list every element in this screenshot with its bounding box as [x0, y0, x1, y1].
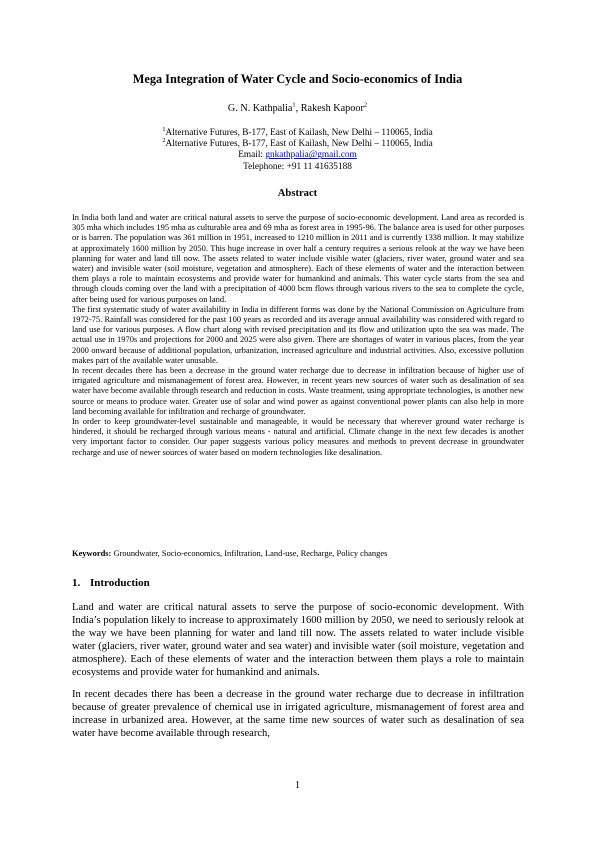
- abstract-paragraph: In recent decades there has been a decrease in the ground water recharge due to decrease in infiltration because of higher use of irrigated agriculture and mismanagement of forest area. However, in recent years new sources of water such as desalination of sea water have become available through research and reduction in costs. Waste treatment, using appropriate technologies, is another new source or means to produce water. Greater use of solar and wind power as against conventional power plants can also help in more land becoming available for infiltration and recharge of groundwater.: [72, 365, 524, 416]
- keywords-label: Keywords:: [72, 548, 112, 558]
- keywords-line: [72, 548, 524, 558]
- section-title: Introduction: [90, 577, 150, 589]
- section-number: 1.: [72, 577, 81, 589]
- telephone-line: Telephone: +91 11 41635188: [243, 161, 352, 172]
- affiliation-superscript: 2: [162, 137, 166, 145]
- abstract-paragraph: In India both land and water are critical natural assets to serve the purpose of socio-economic development. Land area as recorded is 305 mha which includes 195 mha as culturable area and 69 mha as forest area in 1995-96. The balance area is used for other purposes or is barren. The population was 361 million in 1951, increased to 1210 million in 2011 and is currently 1338 million. It may stabilize at approximately 1600 million by 2050. This huge increase in over half a century requires a serious relook at the way we have been planning for water and land till now. The assets related to water include visible water (glaciers, river water, ground water and sea water) and invisible water (soil moisture, vegetation and atmosphere). Each of these elements of water and the interaction between them plays a role to maintain ecosystems and provide water for humankind and animals. This water cycle starts from the sea and through clouds coming over the land with a precipitation of 4000 bcm flows through various rivers to the sea to complete the cycle, after being used for various purposes on land.: [72, 212, 524, 304]
- body-paragraph: Land and water are critical natural assets to serve the purpose of socio-economic development. With India’s population likely to increase to approximately 1600 million by 2050, we need to seriously relook at the way we have been planning for water and land till now. The assets related to water include visible water (glaciers, river water, ground water and sea water) and invisible water (soil moisture, vegetation and atmosphere). Each of these elements of water and the interaction between them plays a role to maintain ecosystems and provide water for humankind and animals.: [72, 602, 524, 678]
- page-number: 1: [295, 780, 300, 791]
- introduction-body: [72, 602, 524, 751]
- affiliation-superscript: 1: [162, 125, 166, 133]
- affiliation-text: Alternative Futures, B-177, East of Kailash, New Delhi – 110065, India: [165, 139, 433, 150]
- email-line: [0, 150, 595, 161]
- abstract-paragraph: In order to keep groundwater-level sustainable and manageable, it would be necessary that wherever ground water recharge is hindered, it should be recharged through various means - natural and artificial. Climate change in the next few decades is another very important factor to consider. Our paper suggests various policy measures and methods to prevent decrease in groundwater recharge and use of newer sources of water based on modern technologies like desalination.: [72, 416, 524, 457]
- paper-title: Mega Integration of Water Cycle and Socio-economics of India: [132, 72, 463, 86]
- author-superscript: 2: [363, 101, 368, 109]
- author-name: Rakesh Kapoor: [300, 103, 364, 114]
- email-label: Email:: [238, 150, 266, 161]
- abstract-paragraph: The first systematic study of water availability in India in different forms was done by the National Commission on Agriculture from 1972-75. Rainfall was considered for the past 100 years as recorded and its average annual availability was considered with regard to land use for various purposes. A flow chart along with revised precipitation and its flow and utilization upto the sea was made. The actual use in 1970s and projections for 2000 and 2025 were also given. There are shortages of water in various places, from the year 2000 onward because of additional population, urbanization, increased agriculture and industrial activities. Also, excessive pollution makes part of the available water unusable.: [72, 303, 524, 365]
- author-name: G. N. Kathpalia: [227, 103, 293, 114]
- author-superscript: 1: [292, 101, 296, 109]
- affiliation-text: Alternative Futures, B-177, East of Kailash, New Delhi – 110065, India: [165, 128, 433, 138]
- affiliations: [0, 125, 595, 173]
- author-separator: ,: [295, 103, 301, 114]
- body-paragraph: In recent decades there has been a decrease in the ground water recharge due to decrease in infiltration because of greater prevalence of chemical use in irrigated agriculture, mismanagement of forest area and increase in urbanized area. However, at the same time new sources of water such as desalination of sea water have become available through research,: [72, 689, 524, 740]
- author-line: [0, 103, 595, 114]
- affiliation-line: [0, 125, 595, 139]
- keywords-text: Groundwater, Socio-economics, Infiltration, Land-use, Recharge, Policy changes: [111, 548, 388, 558]
- section-heading: [72, 577, 150, 589]
- affiliation-line: [0, 139, 595, 150]
- email-link[interactable]: gnkathpalia@gmail.com: [265, 150, 357, 161]
- abstract-heading: Abstract: [277, 188, 318, 199]
- abstract-body: [72, 212, 524, 457]
